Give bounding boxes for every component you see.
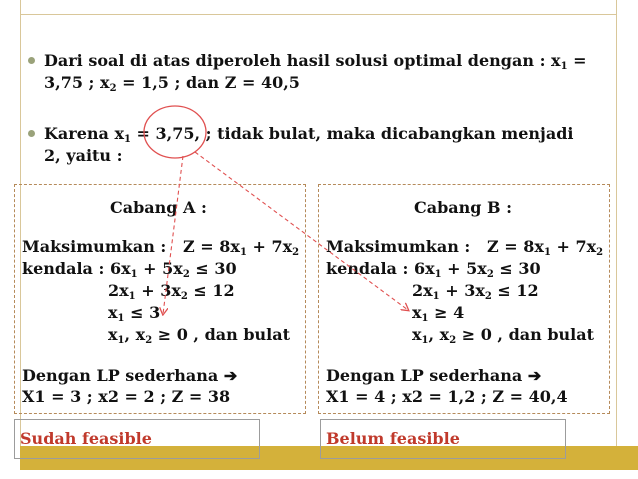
bullet1-line2: 3,75 ; $x_2 = 1,5$ ; dan Z = 40,5 [44, 73, 300, 94]
bullet1-line1: Dari soal di atas diperoleh hasil solusi optimal dengan : $x_1$ = [44, 51, 587, 72]
branch-a-objective: Maksimumkan : $Z = 8x_1 + 7x_2$ [22, 237, 300, 258]
branch-b-constraint-4: $x_1$, $x_2 \ge 0$ , dan bulat [412, 325, 594, 346]
bullet2-line1: Karena $x_1 = 3,75$, ; tidak bulat, maka dicabangkan menjadi [44, 124, 574, 145]
branch-a-title: Cabang A : [110, 198, 207, 217]
branch-a-lp-label: Dengan LP sederhana ➔ [22, 366, 238, 385]
branch-b-lp-label: Dengan LP sederhana ➔ [326, 366, 542, 385]
branch-b-objective: Maksimumkan : $Z = 8x_1 + 7x_2$ [326, 237, 604, 258]
arrow-to-branch-b [195, 152, 408, 310]
branch-a-result: X1 = 3 ; x2 = 2 ; Z = 38 [22, 387, 231, 406]
branch-b-status: Belum feasible [326, 429, 460, 448]
branch-a-constraint-4: $x_1$, $x_2 \ge 0$ , dan bulat [108, 325, 290, 346]
branch-a-constraint-2: $2x_1 + 3x_2 \le 12$ [108, 281, 235, 302]
highlight-circle [144, 106, 206, 158]
branch-b-constraint-2: $2x_1 + 3x_2 \le 12$ [412, 281, 539, 302]
branch-a-status: Sudah feasible [20, 429, 152, 448]
branch-b-constraint-3: $x_1 \ge 4$ [412, 303, 465, 324]
branch-b-result: X1 = 4 ; x2 = 1,2 ; Z = 40,4 [326, 387, 568, 406]
bullet2-line2: 2, yaitu : [44, 146, 123, 165]
arrow-to-branch-a [163, 156, 183, 314]
branch-a-constraint-1: kendala : $6x_1 + 5x_2 \le 30$ [22, 259, 237, 280]
branch-b-title: Cabang B : [414, 198, 513, 217]
branch-a-constraint-3: $x_1 \le 3$ [108, 303, 161, 324]
branch-b-constraint-1: kendala : $6x_1 + 5x_2 \le 30$ [326, 259, 541, 280]
